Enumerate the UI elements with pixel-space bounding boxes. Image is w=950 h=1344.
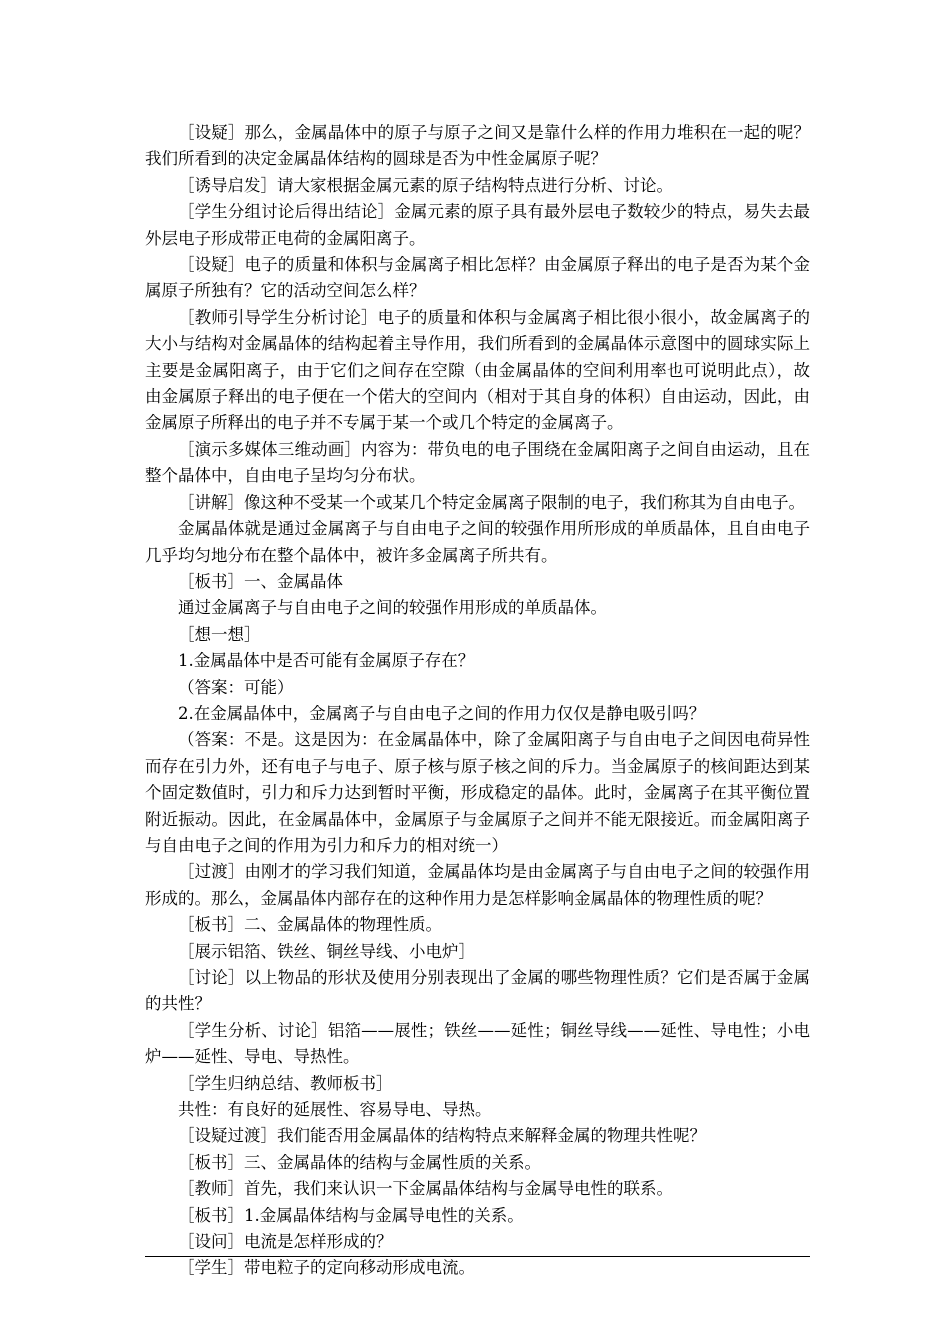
paragraph: ［设疑］那么，金属晶体中的原子与原子之间又是靠什么样的作用力堆积在一起的呢？我们所看到的决定金属晶体结构的圆球是否为中性金属原子呢？ <box>145 123 810 169</box>
paragraph: ［想一想］ <box>178 624 261 644</box>
paragraph: ［演示多媒体三维动画］内容为：带负电的电子围绕在金属阳离子之间自由运动，且在整个晶体中，自由电子呈均匀分布状。 <box>145 439 810 486</box>
paragraph: ［讲解］像这种不受某一个或某几个特定金属离子限制的电子，我们称其为自由电子。 <box>178 492 805 512</box>
paragraph: 1.金属晶体中是否可能有金属原子存在？ <box>178 651 475 671</box>
paragraph: 共性：有良好的延展性、容易导电、导热。 <box>178 1100 492 1120</box>
paragraph: 2.在金属晶体中，金属离子与自由电子之间的作用力仅仅是静电吸引吗？ <box>178 703 706 723</box>
paragraph: ［讨论］以上物品的形状及使用分别表现出了金属的哪些物理性质？它们是否属于金属的共性？ <box>145 968 810 1014</box>
paragraph: ［诱导启发］请大家根据金属元素的原子结构特点进行分析、讨论。 <box>178 175 673 195</box>
paragraph: ［设疑过渡］我们能否用金属晶体的结构特点来解释金属的物理共性呢？ <box>178 1126 706 1146</box>
paragraph: 金属晶体就是通过金属离子与自由电子之间的较强作用所形成的单质晶体，且自由电子几乎均匀地分布在整个晶体中，被许多金属离子所共有。 <box>145 519 810 565</box>
footer-divider <box>145 1256 810 1257</box>
paragraph: ［过渡］由刚才的学习我们知道，金属晶体均是由金属离子与自由电子之间的较强作用形成的。那么，金属晶体内部存在的这种作用力是怎样影响金属晶体的物理性质的呢？ <box>145 862 810 908</box>
paragraph: ［学生分析、讨论］铝箔——展性；铁丝——延性；铜丝导线——延性、导电性；小电炉——延性、导电、导热性。 <box>145 1020 810 1067</box>
paragraph: ［设疑］电子的质量和体积与金属离子相比怎样？由金属原子释出的电子是否为某个金属原子所独有？它的活动空间怎么样？ <box>145 255 810 301</box>
paragraph: ［教师］首先，我们来认识一下金属晶体结构与金属导电性的联系。 <box>178 1179 673 1199</box>
paragraph: ［学生归纳总结、教师板书］ <box>178 1073 393 1093</box>
paragraph: ［教师引导学生分析讨论］电子的质量和体积与金属离子相比很小很小，故金属离子的大小与结构对金属晶体的结构起着主导作用，我们所看到的金属晶体示意图中的圆球实际上主要是金属阳离子，由于它们之间存在空隙（由金属晶体的空间利用率也可说明此点），故由金属原子释出的电子便在一个偌大的空间内（相对于其自身的体积）自由运动，因此，由金属原子所释出的电子并不专属于某一个或几个特定的金属离子。 <box>145 307 810 433</box>
paragraph: （答案：可能） <box>178 677 294 697</box>
document-body <box>145 120 810 1282</box>
paragraph: ［学生分组讨论后得出结论］金属元素的原子具有最外层电子数较少的特点，易失去最外层电子形成带正电荷的金属阳离子。 <box>145 202 810 248</box>
paragraph: ［板书］三、金属晶体的结构与金属性质的关系。 <box>178 1152 541 1172</box>
paragraph: ［展示铝箔、铁丝、铜丝导线、小电炉］ <box>178 941 475 961</box>
paragraph: ［学生］带电粒子的定向移动形成电流。 <box>178 1258 475 1278</box>
paragraph: ［设问］电流是怎样形成的？ <box>178 1232 393 1252</box>
paragraph: ［板书］一、金属晶体 <box>178 571 343 591</box>
paragraph: （答案：不是。这是因为：在金属晶体中，除了金属阳离子与自由电子之间因电荷异性而存在引力外，还有电子与电子、原子核与原子核之间的斥力。当金属原子的核间距达到某个固定数值时，引力和斥力达到暂时平衡，形成稳定的晶体。此时，金属离子在其平衡位置附近振动。因此，在金属晶体中，金属原子与金属原子之间并不能无限接近。而金属阳离子与自由电子之间的作用为引力和斥力的相对统一） <box>145 730 810 855</box>
paragraph: ［板书］二、金属晶体的物理性质。 <box>178 915 442 935</box>
paragraph: ［板书］1.金属晶体结构与金属导电性的关系。 <box>178 1205 524 1225</box>
paragraph: 通过金属离子与自由电子之间的较强作用形成的单质晶体。 <box>178 598 607 618</box>
